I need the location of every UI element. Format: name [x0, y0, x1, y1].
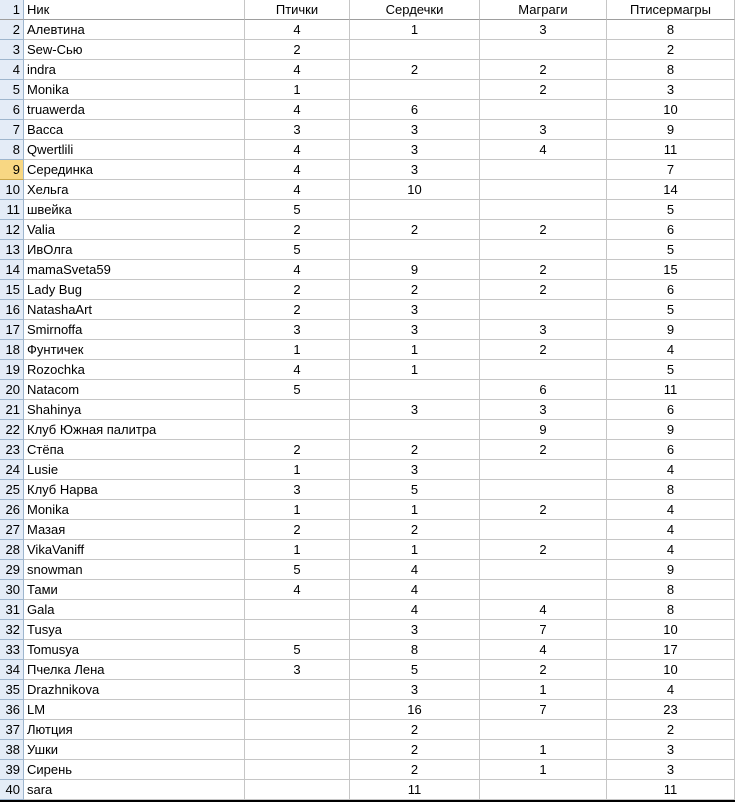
- cell-total[interactable]: 6: [607, 220, 735, 240]
- table-row: [0, 540, 735, 560]
- cell-total[interactable]: 23: [607, 700, 735, 720]
- cell-magnets[interactable]: 7: [480, 700, 607, 720]
- cell-total[interactable]: 15: [607, 260, 735, 280]
- table-row: [0, 480, 735, 500]
- cell-magnets[interactable]: [480, 720, 607, 740]
- cell-hearts[interactable]: 4: [350, 560, 480, 580]
- cell-total[interactable]: 6: [607, 440, 735, 460]
- row-header[interactable]: 39: [0, 760, 24, 780]
- cell-total[interactable]: 8: [607, 480, 735, 500]
- cell-hearts[interactable]: 1: [350, 20, 480, 40]
- row-header[interactable]: 1: [0, 0, 24, 20]
- cell-birds[interactable]: 2: [245, 40, 350, 60]
- table-row: [0, 300, 735, 320]
- cell-birds[interactable]: 4: [245, 100, 350, 120]
- cell-nick[interactable]: Monika: [24, 500, 245, 520]
- cell-magnets[interactable]: 9: [480, 420, 607, 440]
- cell-birds[interactable]: [245, 700, 350, 720]
- cell-total[interactable]: 4: [607, 540, 735, 560]
- cell-magnets[interactable]: 3: [480, 320, 607, 340]
- table-row: [0, 420, 735, 440]
- cell-nick[interactable]: truawerda: [24, 100, 245, 120]
- cell-nick[interactable]: Qwertlili: [24, 140, 245, 160]
- cell-nick[interactable]: Лютция: [24, 720, 245, 740]
- table-row: [0, 580, 735, 600]
- cell-birds[interactable]: 4: [245, 180, 350, 200]
- cell-nick[interactable]: mamaSveta59: [24, 260, 245, 280]
- cell-hearts[interactable]: [350, 200, 480, 220]
- cell-hearts[interactable]: 8: [350, 640, 480, 660]
- table-row: [0, 700, 735, 720]
- cell-magnets[interactable]: 4: [480, 640, 607, 660]
- cell-total[interactable]: 8: [607, 20, 735, 40]
- cell-birds[interactable]: 1: [245, 340, 350, 360]
- cell-total[interactable]: 6: [607, 400, 735, 420]
- table-row: [0, 180, 735, 200]
- cell-magnets[interactable]: [480, 100, 607, 120]
- cell-nick[interactable]: Хельга: [24, 180, 245, 200]
- row-header[interactable]: 16: [0, 300, 24, 320]
- cell-hearts[interactable]: [350, 380, 480, 400]
- cell-magnets[interactable]: [480, 240, 607, 260]
- cell-magnets[interactable]: 4: [480, 140, 607, 160]
- cell-birds[interactable]: 1: [245, 460, 350, 480]
- table-row: [0, 220, 735, 240]
- table-row: [0, 140, 735, 160]
- cell-birds[interactable]: [245, 780, 350, 800]
- cell-magnets[interactable]: 2: [480, 280, 607, 300]
- row-header[interactable]: 9: [0, 160, 24, 180]
- cell-birds[interactable]: 3: [245, 660, 350, 680]
- table-row: [0, 680, 735, 700]
- cell-birds[interactable]: 4: [245, 360, 350, 380]
- table-row: [0, 360, 735, 380]
- table-row: [0, 100, 735, 120]
- cell-magnets[interactable]: 6: [480, 380, 607, 400]
- table-row: [0, 460, 735, 480]
- cell-total[interactable]: 11: [607, 380, 735, 400]
- row-header[interactable]: 31: [0, 600, 24, 620]
- cell-birds[interactable]: 2: [245, 280, 350, 300]
- cell-nick[interactable]: Gala: [24, 600, 245, 620]
- cell-magnets[interactable]: [480, 180, 607, 200]
- cell-total[interactable]: 5: [607, 240, 735, 260]
- cell-magnets[interactable]: [480, 300, 607, 320]
- row-header[interactable]: 35: [0, 680, 24, 700]
- row-header[interactable]: 6: [0, 100, 24, 120]
- table-row: [0, 260, 735, 280]
- cell-nick[interactable]: Стёпа: [24, 440, 245, 460]
- table-row: [0, 240, 735, 260]
- cell-hearts[interactable]: 11: [350, 780, 480, 800]
- cell-birds[interactable]: 1: [245, 500, 350, 520]
- header-total[interactable]: Птисермагры: [607, 0, 735, 20]
- cell-total[interactable]: 7: [607, 160, 735, 180]
- cell-magnets[interactable]: [480, 520, 607, 540]
- cell-birds[interactable]: [245, 600, 350, 620]
- cell-nick[interactable]: sara: [24, 780, 245, 800]
- cell-birds[interactable]: 5: [245, 200, 350, 220]
- cell-hearts[interactable]: 3: [350, 620, 480, 640]
- cell-magnets[interactable]: 4: [480, 600, 607, 620]
- row-header[interactable]: 4: [0, 60, 24, 80]
- cell-hearts[interactable]: 2: [350, 280, 480, 300]
- cell-nick[interactable]: Клуб Нарва: [24, 480, 245, 500]
- table-row: [0, 40, 735, 60]
- row-header[interactable]: 23: [0, 440, 24, 460]
- header-nick[interactable]: Ник: [24, 0, 245, 20]
- cell-nick[interactable]: LM: [24, 700, 245, 720]
- cell-magnets[interactable]: 7: [480, 620, 607, 640]
- cell-hearts[interactable]: 3: [350, 460, 480, 480]
- cell-hearts[interactable]: 2: [350, 720, 480, 740]
- cell-magnets[interactable]: 2: [480, 660, 607, 680]
- cell-hearts[interactable]: 1: [350, 500, 480, 520]
- cell-total[interactable]: 4: [607, 520, 735, 540]
- cell-magnets[interactable]: [480, 200, 607, 220]
- cell-magnets[interactable]: [480, 580, 607, 600]
- cell-total[interactable]: 10: [607, 620, 735, 640]
- cell-nick[interactable]: Monika: [24, 80, 245, 100]
- cell-nick[interactable]: Ушки: [24, 740, 245, 760]
- cell-total[interactable]: 4: [607, 460, 735, 480]
- cell-total[interactable]: 9: [607, 320, 735, 340]
- cell-total[interactable]: 8: [607, 580, 735, 600]
- cell-nick[interactable]: швейка: [24, 200, 245, 220]
- table-row: [0, 620, 735, 640]
- cell-birds[interactable]: 4: [245, 260, 350, 280]
- table-row: [0, 400, 735, 420]
- cell-birds[interactable]: 2: [245, 520, 350, 540]
- cell-hearts[interactable]: 2: [350, 440, 480, 460]
- cell-hearts[interactable]: 16: [350, 700, 480, 720]
- cell-hearts[interactable]: 3: [350, 320, 480, 340]
- cell-nick[interactable]: indra: [24, 60, 245, 80]
- cell-birds[interactable]: [245, 620, 350, 640]
- cell-nick[interactable]: Сирень: [24, 760, 245, 780]
- cell-nick[interactable]: Фунтичек: [24, 340, 245, 360]
- table-row: [0, 60, 735, 80]
- row-header[interactable]: 30: [0, 580, 24, 600]
- row-header[interactable]: 7: [0, 120, 24, 140]
- cell-total[interactable]: 10: [607, 100, 735, 120]
- cell-hearts[interactable]: 1: [350, 340, 480, 360]
- table-row: [0, 640, 735, 660]
- table-row: [0, 120, 735, 140]
- cell-magnets[interactable]: [480, 40, 607, 60]
- cell-nick[interactable]: Drazhnikova: [24, 680, 245, 700]
- cell-magnets[interactable]: 1: [480, 680, 607, 700]
- table-row: [0, 660, 735, 680]
- cell-total[interactable]: 6: [607, 280, 735, 300]
- row-header[interactable]: 22: [0, 420, 24, 440]
- cell-hearts[interactable]: 3: [350, 140, 480, 160]
- cell-nick[interactable]: Клуб Южная палитра: [24, 420, 245, 440]
- cell-total[interactable]: 9: [607, 420, 735, 440]
- row-header[interactable]: 5: [0, 80, 24, 100]
- cell-total[interactable]: 4: [607, 680, 735, 700]
- cell-nick[interactable]: ИвОлга: [24, 240, 245, 260]
- cell-total[interactable]: 4: [607, 500, 735, 520]
- cell-birds[interactable]: [245, 680, 350, 700]
- table-row: [0, 380, 735, 400]
- cell-nick[interactable]: Sew-Сью: [24, 40, 245, 60]
- table-row: [0, 340, 735, 360]
- cell-total[interactable]: 11: [607, 140, 735, 160]
- cell-magnets[interactable]: 2: [480, 500, 607, 520]
- cell-hearts[interactable]: 6: [350, 100, 480, 120]
- cell-birds[interactable]: 2: [245, 300, 350, 320]
- cell-nick[interactable]: Tomusya: [24, 640, 245, 660]
- cell-birds[interactable]: 4: [245, 20, 350, 40]
- cell-birds[interactable]: [245, 740, 350, 760]
- cell-birds[interactable]: 5: [245, 380, 350, 400]
- cell-hearts[interactable]: 4: [350, 600, 480, 620]
- cell-nick[interactable]: VikaVaniff: [24, 540, 245, 560]
- cell-hearts[interactable]: 1: [350, 540, 480, 560]
- row-header[interactable]: 18: [0, 340, 24, 360]
- cell-nick[interactable]: Алевтина: [24, 20, 245, 40]
- cell-magnets[interactable]: 2: [480, 440, 607, 460]
- cell-birds[interactable]: 5: [245, 240, 350, 260]
- cell-hearts[interactable]: 1: [350, 360, 480, 380]
- cell-total[interactable]: 9: [607, 560, 735, 580]
- header-magnets[interactable]: Маграги: [480, 0, 607, 20]
- row-header[interactable]: 38: [0, 740, 24, 760]
- table-row: [0, 200, 735, 220]
- table-row: [0, 500, 735, 520]
- cell-nick[interactable]: Rozochka: [24, 360, 245, 380]
- cell-nick[interactable]: Васса: [24, 120, 245, 140]
- cell-magnets[interactable]: [480, 160, 607, 180]
- cell-magnets[interactable]: 2: [480, 340, 607, 360]
- cell-magnets[interactable]: 3: [480, 20, 607, 40]
- row-header[interactable]: 13: [0, 240, 24, 260]
- cell-hearts[interactable]: 2: [350, 220, 480, 240]
- cell-birds[interactable]: [245, 420, 350, 440]
- cell-nick[interactable]: Valia: [24, 220, 245, 240]
- cell-total[interactable]: 8: [607, 600, 735, 620]
- table-row: [0, 780, 735, 800]
- cell-nick[interactable]: Tusya: [24, 620, 245, 640]
- cell-birds[interactable]: [245, 400, 350, 420]
- cell-magnets[interactable]: [480, 560, 607, 580]
- cell-nick[interactable]: Shahinya: [24, 400, 245, 420]
- cell-hearts[interactable]: 2: [350, 60, 480, 80]
- cell-nick[interactable]: NatashaArt: [24, 300, 245, 320]
- cell-magnets[interactable]: 2: [480, 260, 607, 280]
- cell-total[interactable]: 8: [607, 60, 735, 80]
- cell-hearts[interactable]: 5: [350, 480, 480, 500]
- cell-birds[interactable]: 4: [245, 60, 350, 80]
- cell-magnets[interactable]: 2: [480, 60, 607, 80]
- cell-hearts[interactable]: 2: [350, 520, 480, 540]
- cell-hearts[interactable]: 4: [350, 580, 480, 600]
- cell-magnets[interactable]: [480, 460, 607, 480]
- cell-total[interactable]: 11: [607, 780, 735, 800]
- table-row: [0, 740, 735, 760]
- row-header[interactable]: 8: [0, 140, 24, 160]
- row-header[interactable]: 12: [0, 220, 24, 240]
- cell-hearts[interactable]: [350, 240, 480, 260]
- cell-birds[interactable]: 5: [245, 640, 350, 660]
- cell-birds[interactable]: 3: [245, 320, 350, 340]
- cell-birds[interactable]: 1: [245, 540, 350, 560]
- row-header[interactable]: 10: [0, 180, 24, 200]
- table-row: [0, 80, 735, 100]
- table-row: [0, 600, 735, 620]
- cell-birds[interactable]: 3: [245, 480, 350, 500]
- cell-nick[interactable]: Мазая: [24, 520, 245, 540]
- row-header[interactable]: 19: [0, 360, 24, 380]
- cell-magnets[interactable]: 2: [480, 220, 607, 240]
- table-row: [0, 280, 735, 300]
- cell-birds[interactable]: 5: [245, 560, 350, 580]
- row-header[interactable]: 2: [0, 20, 24, 40]
- cell-hearts[interactable]: [350, 80, 480, 100]
- cell-birds[interactable]: 4: [245, 580, 350, 600]
- cell-birds[interactable]: 2: [245, 440, 350, 460]
- table-row: [0, 20, 735, 40]
- cell-total[interactable]: 5: [607, 300, 735, 320]
- header-birds[interactable]: Птички: [245, 0, 350, 20]
- row-header[interactable]: 15: [0, 280, 24, 300]
- cell-magnets[interactable]: [480, 480, 607, 500]
- cell-magnets[interactable]: [480, 360, 607, 380]
- cell-total[interactable]: 4: [607, 340, 735, 360]
- row-header[interactable]: 32: [0, 620, 24, 640]
- row-header[interactable]: 37: [0, 720, 24, 740]
- table-row: [0, 560, 735, 580]
- cell-magnets[interactable]: 3: [480, 400, 607, 420]
- row-header[interactable]: 33: [0, 640, 24, 660]
- cell-magnets[interactable]: 1: [480, 740, 607, 760]
- table-row: [0, 760, 735, 780]
- cell-magnets[interactable]: 2: [480, 80, 607, 100]
- cell-total[interactable]: 10: [607, 660, 735, 680]
- row-header[interactable]: 21: [0, 400, 24, 420]
- row-header[interactable]: 29: [0, 560, 24, 580]
- row-header[interactable]: 17: [0, 320, 24, 340]
- table-row: [0, 440, 735, 460]
- cell-birds[interactable]: [245, 720, 350, 740]
- cell-total[interactable]: 3: [607, 740, 735, 760]
- row-header[interactable]: 36: [0, 700, 24, 720]
- row-header[interactable]: 14: [0, 260, 24, 280]
- cell-total[interactable]: 5: [607, 200, 735, 220]
- cell-birds[interactable]: 4: [245, 140, 350, 160]
- cell-hearts[interactable]: 3: [350, 160, 480, 180]
- cell-hearts[interactable]: 3: [350, 300, 480, 320]
- cell-hearts[interactable]: 3: [350, 680, 480, 700]
- cell-hearts[interactable]: [350, 420, 480, 440]
- cell-total[interactable]: 3: [607, 760, 735, 780]
- cell-total[interactable]: 14: [607, 180, 735, 200]
- cell-total[interactable]: 5: [607, 360, 735, 380]
- cell-nick[interactable]: Smirnoffa: [24, 320, 245, 340]
- cell-hearts[interactable]: 5: [350, 660, 480, 680]
- cell-hearts[interactable]: 2: [350, 760, 480, 780]
- cell-hearts[interactable]: [350, 40, 480, 60]
- row-header[interactable]: 3: [0, 40, 24, 60]
- header-row: [0, 0, 735, 20]
- cell-nick[interactable]: snowman: [24, 560, 245, 580]
- row-header[interactable]: 11: [0, 200, 24, 220]
- cell-birds[interactable]: [245, 760, 350, 780]
- cell-total[interactable]: 2: [607, 40, 735, 60]
- table-row: [0, 320, 735, 340]
- row-header[interactable]: 26: [0, 500, 24, 520]
- cell-hearts[interactable]: 3: [350, 120, 480, 140]
- cell-birds[interactable]: 1: [245, 80, 350, 100]
- cell-birds[interactable]: 2: [245, 220, 350, 240]
- row-header[interactable]: 20: [0, 380, 24, 400]
- cell-magnets[interactable]: [480, 780, 607, 800]
- row-header[interactable]: 24: [0, 460, 24, 480]
- row-header[interactable]: 25: [0, 480, 24, 500]
- cell-hearts[interactable]: 9: [350, 260, 480, 280]
- cell-nick[interactable]: Lady Bug: [24, 280, 245, 300]
- cell-total[interactable]: 3: [607, 80, 735, 100]
- cell-total[interactable]: 2: [607, 720, 735, 740]
- table-row: [0, 720, 735, 740]
- cell-total[interactable]: 17: [607, 640, 735, 660]
- cell-nick[interactable]: Серединка: [24, 160, 245, 180]
- cell-nick[interactable]: Lusie: [24, 460, 245, 480]
- row-header[interactable]: 28: [0, 540, 24, 560]
- cell-nick[interactable]: Пчелка Лена: [24, 660, 245, 680]
- table-row: [0, 520, 735, 540]
- cell-magnets[interactable]: 1: [480, 760, 607, 780]
- cell-hearts[interactable]: 2: [350, 740, 480, 760]
- header-hearts[interactable]: Сердечки: [350, 0, 480, 20]
- cell-birds[interactable]: 3: [245, 120, 350, 140]
- table-row: [0, 160, 735, 180]
- row-header[interactable]: 40: [0, 780, 24, 800]
- row-header[interactable]: 27: [0, 520, 24, 540]
- cell-birds[interactable]: 4: [245, 160, 350, 180]
- cell-magnets[interactable]: 3: [480, 120, 607, 140]
- cell-magnets[interactable]: 2: [480, 540, 607, 560]
- cell-nick[interactable]: Тами: [24, 580, 245, 600]
- cell-nick[interactable]: Natacom: [24, 380, 245, 400]
- cell-total[interactable]: 9: [607, 120, 735, 140]
- cell-hearts[interactable]: 10: [350, 180, 480, 200]
- cell-hearts[interactable]: 3: [350, 400, 480, 420]
- row-header[interactable]: 34: [0, 660, 24, 680]
